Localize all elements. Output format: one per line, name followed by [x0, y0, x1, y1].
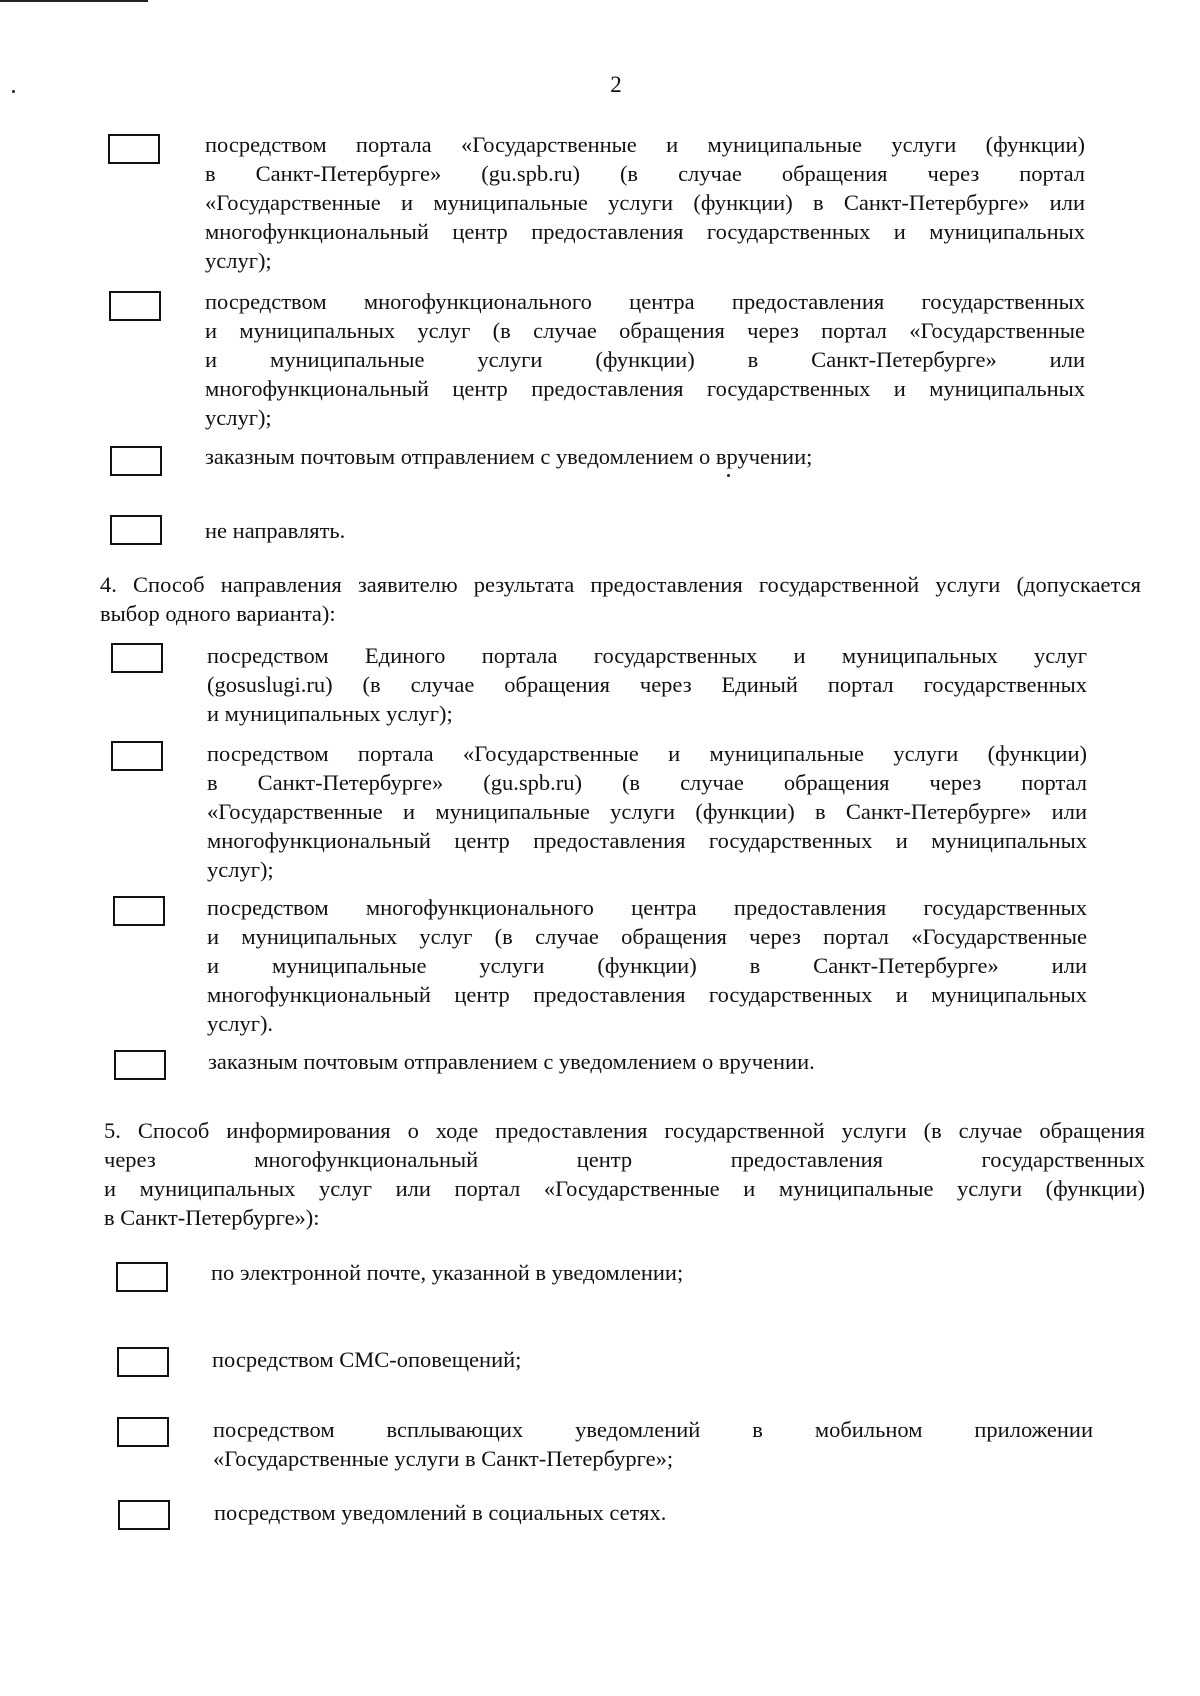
option-s3-mfc: посредством многофункционального центра предоставления государственных и муниципальных услуг (в случае обращения через портал «Государственные и муниципальные услуги (функции) в Санкт-Петербурге» или многофункциональный центр предоставления государственных и муниципальных услуг);: [205, 289, 1085, 430]
option-s3-portal-gu-spb: посредством портала «Государственные и муниципальные услуги (функции) в Санкт-Петербурге» (gu.spb.ru) (в случае обращения через портал «Государственные и муниципальные услуги (функции) в Санкт-Петербурге» или многофункциональный центр предоставления государственных и муниципальных услуг);: [205, 132, 1085, 273]
checkbox-s4-gosuslugi[interactable]: [111, 643, 163, 673]
option-s4-registered-mail: заказным почтовым отправлением с уведомлением о вручении.: [208, 1049, 815, 1074]
checkbox-s3-portal-gu-spb[interactable]: [108, 134, 160, 164]
option-s4-mfc: посредством многофункционального центра предоставления государственных и муниципальных услуг (в случае обращения через портал «Государственные и муниципальные услуги (функции) в Санкт-Петербурге» или многофункциональный центр предоставления государственных и муниципальных услуг).: [207, 895, 1087, 1036]
checkbox-s3-do-not-send[interactable]: [110, 515, 162, 545]
scan-speck: [727, 474, 730, 477]
checkbox-s5-push[interactable]: [117, 1417, 169, 1447]
checkbox-s5-social[interactable]: [118, 1500, 170, 1530]
section-5-heading: 5. Способ информирования о ходе предоставления государственной услуги (в случае обращения через многофункциональный центр предоставления государственных и муниципальных услуг или портал «Государственные и муниципальные услуги (функции) в Санкт-Петербурге»):: [104, 1118, 1145, 1230]
option-s5-social: посредством уведомлений в социальных сетях.: [214, 1500, 667, 1525]
option-s5-push: посредством всплывающих уведомлений в мобильном приложении «Государственные услуги в Санкт-Петербурге»;: [213, 1417, 1093, 1471]
option-s5-sms: посредством СМС-оповещений;: [212, 1347, 522, 1372]
checkbox-s5-sms[interactable]: [117, 1347, 169, 1377]
checkbox-s3-registered-mail[interactable]: [110, 446, 162, 476]
checkbox-s4-portal-gu-spb[interactable]: [111, 741, 163, 771]
option-s3-registered-mail: заказным почтовым отправлением с уведомлением о вручении;: [205, 444, 813, 469]
checkbox-s4-mfc[interactable]: [113, 896, 165, 926]
option-s3-do-not-send: не направлять.: [205, 518, 346, 543]
option-s4-portal-gu-spb: посредством портала «Государственные и муниципальные услуги (функции) в Санкт-Петербурге» (gu.spb.ru) (в случае обращения через портал «Государственные и муниципальные услуги (функции) в Санкт-Петербурге» или многофункциональный центр предоставления государственных и муниципальных услуг);: [207, 741, 1087, 882]
page-number: 2: [610, 72, 622, 97]
checkbox-s5-email[interactable]: [116, 1262, 168, 1292]
section-4-heading: 4. Способ направления заявителю результата предоставления государственной услуги (допускается выбор одного варианта):: [100, 572, 1141, 626]
scan-edge-mark: [0, 0, 148, 2]
checkbox-s4-registered-mail[interactable]: [114, 1050, 166, 1080]
option-s4-gosuslugi: посредством Единого портала государственных и муниципальных услуг (gosuslugi.ru) (в случае обращения через Единый портал государственных и муниципальных услуг);: [207, 643, 1087, 726]
checkbox-s3-mfc[interactable]: [109, 291, 161, 321]
option-s5-email: по электронной почте, указанной в уведомлении;: [211, 1260, 684, 1285]
